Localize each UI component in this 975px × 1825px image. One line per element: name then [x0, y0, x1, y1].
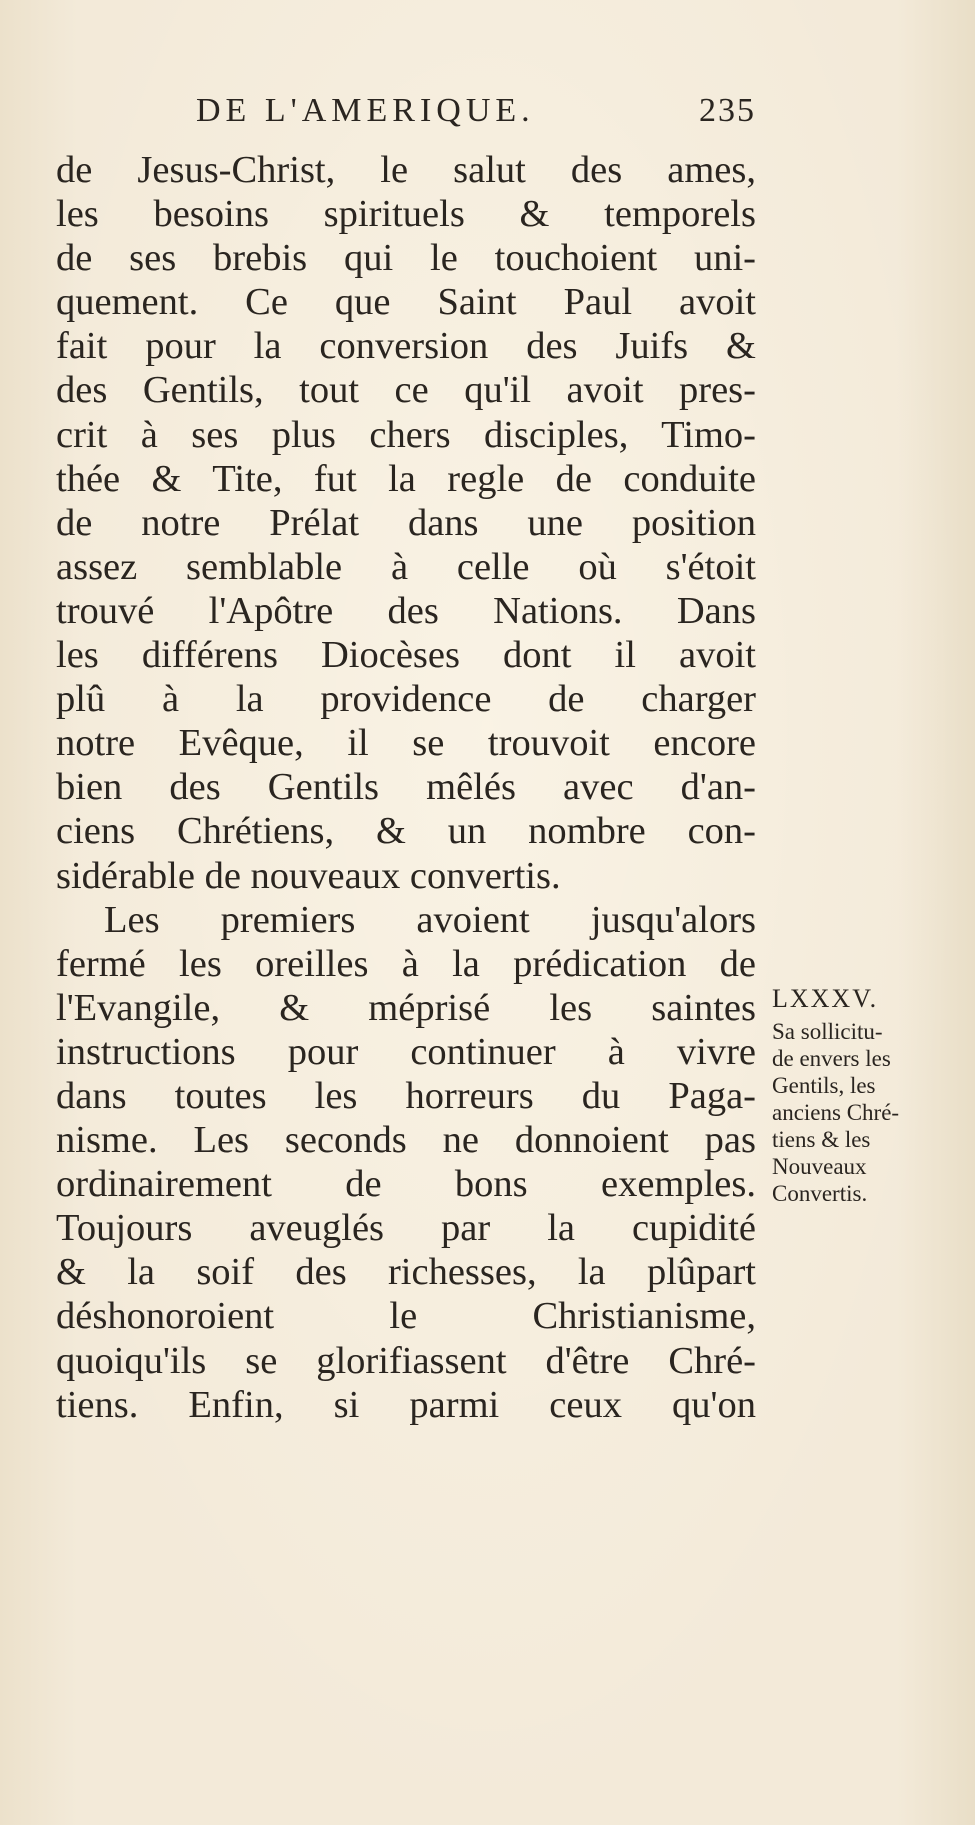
text-line: de Jesus-Christ, le salut des ames, [56, 149, 756, 191]
text-line: ordinairement de bons exemples. [56, 1163, 756, 1206]
text-line: sidérable de nouveaux convertis. [56, 854, 561, 897]
text-line: ciens Chrétiens, & un nombre con- [56, 810, 756, 853]
text-line: déshonoroient le Christianisme, [56, 1295, 756, 1338]
text-line: dans toutes les horreurs du Paga- [56, 1074, 756, 1117]
margin-note-line: tiens & les [772, 1127, 871, 1152]
text-line: instructions pour continuer à vivre [56, 1030, 756, 1073]
text-line: quoiqu'ils se glorifiassent d'être Chré- [56, 1339, 756, 1382]
text-line: Les premiers avoient jusqu'alors [104, 898, 756, 941]
text-line: quement. Ce que Saint Paul avoit [56, 281, 756, 324]
text-line: & la soif des richesses, la plûpart [56, 1251, 756, 1294]
text-line: thée & Tite, fut la regle de conduite [56, 457, 756, 500]
text-line: plû à la providence de charger [56, 678, 756, 721]
text-line: fait pour la conversion des Juifs & [56, 325, 756, 368]
text-line: assez semblable à celle où s'étoit [56, 545, 756, 588]
text-line: tiens. Enfin, si parmi ceux qu'on [56, 1383, 756, 1426]
margin-note-line: Sa sollicitu- [772, 1019, 883, 1044]
page-number: 235 [699, 92, 756, 129]
text-line: trouvé l'Apôtre des Nations. Dans [56, 589, 756, 632]
margin-note-line: Convertis. [772, 1181, 868, 1206]
text-line: de notre Prélat dans une position [56, 501, 756, 544]
text-line: nisme. Les seconds ne donnoient pas [56, 1119, 756, 1162]
running-head: DE L'AMERIQUE. [196, 92, 535, 129]
page-header [196, 92, 756, 132]
text-line: des Gentils, tout ce qu'il avoit pres- [56, 369, 756, 412]
text-line: crit à ses plus chers disciples, Timo- [56, 413, 756, 456]
margin-note-line: Gentils, les [772, 1073, 876, 1098]
text-line: bien des Gentils mêlés avec d'an- [56, 766, 756, 809]
text-line: l'Evangile, & méprisé les saintes [56, 986, 756, 1029]
margin-note-line: de envers les [772, 1046, 891, 1071]
text-line: Toujours aveuglés par la cupidité [56, 1207, 756, 1250]
margin-note-line: Nouveaux [772, 1154, 867, 1179]
margin-note-line: anciens Chré- [772, 1100, 900, 1125]
text-line: les différens Diocèses dont il avoit [56, 634, 756, 677]
text-line: de ses brebis qui le touchoient uni- [56, 237, 756, 280]
body-text [56, 148, 756, 1427]
margin-note-number: LXXXV. [772, 984, 879, 1013]
text-line: les besoins spirituels & temporels [56, 193, 756, 236]
text-line: notre Evêque, il se trouvoit encore [56, 722, 756, 765]
text-line: fermé les oreilles à la prédication de [56, 942, 756, 985]
margin-note [772, 985, 957, 1207]
